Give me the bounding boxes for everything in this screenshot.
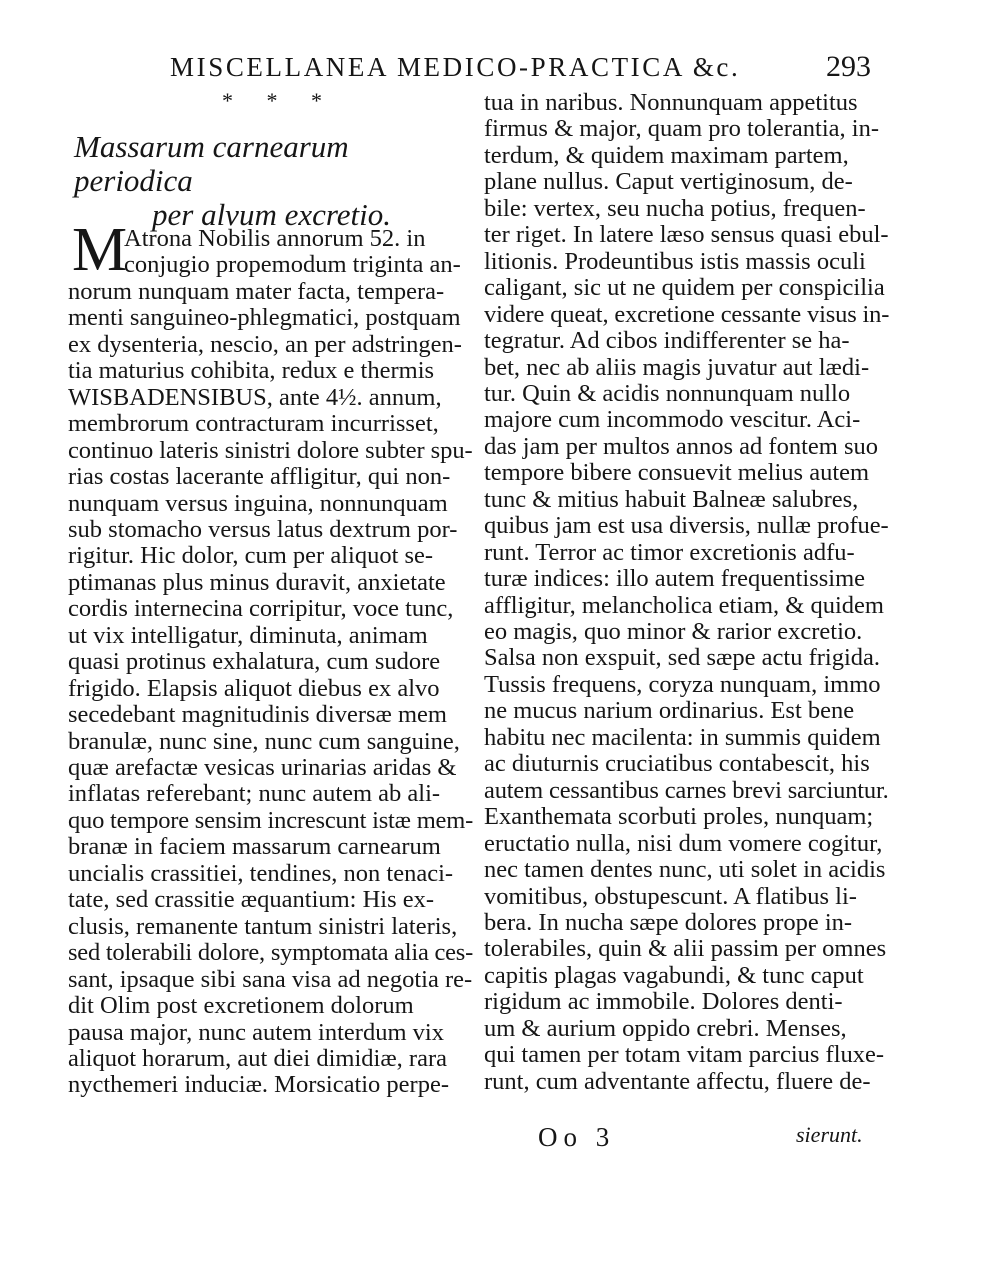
- section-title-line-2: per alvum excretio.: [152, 197, 392, 232]
- text-line: majore cum incommodo vescitur. Aci-: [484, 407, 861, 434]
- text-line: autem cessantibus carnes brevi sarciuntur.: [484, 777, 889, 804]
- text-line: dit Olim post excretionem dolorum: [68, 993, 414, 1020]
- text-line: firmus & major, quam pro tolerantia, in-: [484, 116, 880, 143]
- text-line: Salsa non exspuit, sed sæpe actu frigida.: [484, 645, 881, 672]
- text-line: um & aurium oppido crebri. Menses,: [484, 1015, 847, 1042]
- text-line: tate, sed crassitie æquantium: His ex-: [68, 887, 435, 914]
- text-line: nycthemeri induciæ. Morsicatio perpe-: [68, 1072, 449, 1099]
- drop-cap: M: [72, 216, 128, 284]
- section-title-line-1: Massarum carnearum periodica: [74, 129, 349, 198]
- text-line: sant, ipsaque sibi sana visa ad negotia re-: [68, 966, 473, 993]
- text-line: plane nullus. Caput vertiginosum, de-: [484, 169, 853, 196]
- text-line: runt. Terror ac timor excretionis adfu-: [484, 539, 855, 566]
- text-line: nec tamen dentes nunc, uti solet in acidis: [484, 857, 886, 884]
- text-line: tur. Quin & acidis nonnunquam nullo: [484, 380, 851, 407]
- text-line: litionis. Prodeuntibus istis massis oculi: [484, 248, 866, 275]
- text-line: tolerabiles, quin & alii passim per omnes: [484, 936, 887, 963]
- text-line: ptimanas plus minus duravit, anxietate: [68, 569, 446, 596]
- text-line: secedebant magnitudinis diversæ mem: [68, 702, 447, 729]
- text-line: ex dysenteria, nescio, an per adstringen-: [68, 331, 462, 358]
- text-line: WISBADENSIBUS, ante 4½. annum,: [68, 384, 442, 411]
- text-line: rigitur. Hic dolor, cum per aliquot se-: [68, 543, 434, 570]
- text-line: menti sanguineo-phlegmatici, postquam: [68, 305, 461, 332]
- text-line: affligitur, melancholica etiam, & quidem: [484, 592, 884, 619]
- text-line: cordis internecina corripitur, voce tunc,: [68, 596, 454, 623]
- section-title: [74, 130, 474, 232]
- page-number: 293: [826, 50, 871, 83]
- text-line: tia maturius cohibita, redux e thermis: [68, 358, 435, 385]
- text-line: das jam per multos annos ad fontem suo: [484, 433, 878, 460]
- text-line: clusis, remanente tantum sinistri lateris,: [68, 913, 458, 940]
- text-line: capitis plagas vagabundi, & tunc caput: [484, 962, 864, 989]
- asterism-ornament: * * *: [222, 88, 336, 113]
- text-line: rigidum ac immobile. Dolores denti-: [484, 989, 843, 1016]
- text-line: ne mucus narium ordinarius. Est bene: [484, 698, 855, 725]
- text-line: bera. In nucha sæpe dolores prope in-: [484, 909, 853, 936]
- running-head: MISCELLANEA MEDICO-PRACTICA &c.: [170, 52, 741, 82]
- text-line: Tussis frequens, coryza nunquam, immo: [484, 671, 881, 698]
- text-line: conjugio propemodum triginta an-: [124, 252, 461, 279]
- text-line: norum nunquam mater facta, tempera-: [68, 278, 445, 305]
- text-line: bet, nec ab aliis magis juvatur aut lædi-: [484, 354, 870, 381]
- text-line: eo magis, quo minor & rarior excretio.: [484, 619, 863, 645]
- text-line: branæ in faciem massarum carnearum: [68, 834, 441, 861]
- text-line: ac diuturnis cruciatibus contabescit, his: [484, 751, 870, 778]
- text-line: videre queat, excretione cessante visus in-: [484, 301, 889, 328]
- text-line: frigido. Elapsis aliquot diebus ex alvo: [68, 675, 440, 702]
- text-line: membrorum contracturam incurrisset,: [68, 411, 439, 438]
- text-line: tua in naribus. Nonnunquam appetitus: [484, 90, 858, 116]
- text-line: uncialis crassitiei, tendines, non tenaci-: [68, 860, 454, 887]
- text-line: terdum, & quidem maximam partem,: [484, 142, 849, 169]
- text-line: Exanthemata scorbuti proles, nunquam;: [484, 804, 874, 831]
- text-line: tunc & mitius habuit Balneæ salubres,: [484, 486, 859, 513]
- text-line: tegratur. Ad cibos indifferenter se ha-: [484, 328, 850, 355]
- text-line: branulæ, nunc sine, nunc cum sanguine,: [68, 728, 460, 755]
- text-line: habitu nec macilenta: in summis quidem: [484, 724, 881, 751]
- text-line: Atrona Nobilis annorum 52. in: [124, 226, 426, 252]
- text-line: sub stomacho versus latus dextrum por-: [68, 516, 458, 543]
- text-line: ter riget. In latere læso sensus quasi ebul-: [484, 222, 889, 249]
- text-line: qui tamen per totam vitam parcius fluxe-: [484, 1042, 885, 1069]
- text-line: caligant, sic ut ne quidem per conspicilia: [484, 275, 885, 302]
- text-line: quasi protinus exhalatura, cum sudore: [68, 649, 441, 676]
- text-line: vomitibus, obstupescunt. A flatibus li-: [484, 883, 857, 910]
- text-line: quibus jam est usa diversis, nullæ profue-: [484, 513, 889, 540]
- text-line: tempore bibere consuevit melius autem: [484, 460, 870, 487]
- text-line: nunquam versus inguina, nonnunquam: [68, 490, 448, 517]
- text-line: pausa major, nunc autem interdum vix: [68, 1019, 444, 1046]
- text-line: bile: vertex, seu nucha potius, frequen-: [484, 195, 866, 222]
- catchword: sierunt.: [796, 1122, 863, 1147]
- text-line: quæ arefactæ vesicas urinarias aridas &: [68, 755, 457, 781]
- text-line: quo tempore sensim increscunt istæ mem-: [68, 807, 473, 834]
- text-line: runt, cum adventante affectu, fluere de-: [484, 1068, 871, 1095]
- text-line: aliquot horarum, aut diei dimidiæ, rara: [68, 1045, 447, 1072]
- text-line: rias costas lacerante affligitur, qui non-: [68, 464, 451, 491]
- text-line: inflatas referebant; nunc autem ab ali-: [68, 781, 441, 808]
- text-line: ut vix intelligatur, diminuta, animam: [68, 622, 428, 649]
- text-line: sed tolerabili dolore, symptomata alia ces-: [68, 940, 473, 967]
- text-line: eructatio nulla, nisi dum vomere cogitur,: [484, 830, 883, 857]
- signature-mark: Oo 3: [538, 1122, 616, 1152]
- text-line: continuo lateris sinistri dolore subter spu-: [68, 437, 473, 464]
- text-line: turæ indices: illo autem frequentissime: [484, 566, 866, 593]
